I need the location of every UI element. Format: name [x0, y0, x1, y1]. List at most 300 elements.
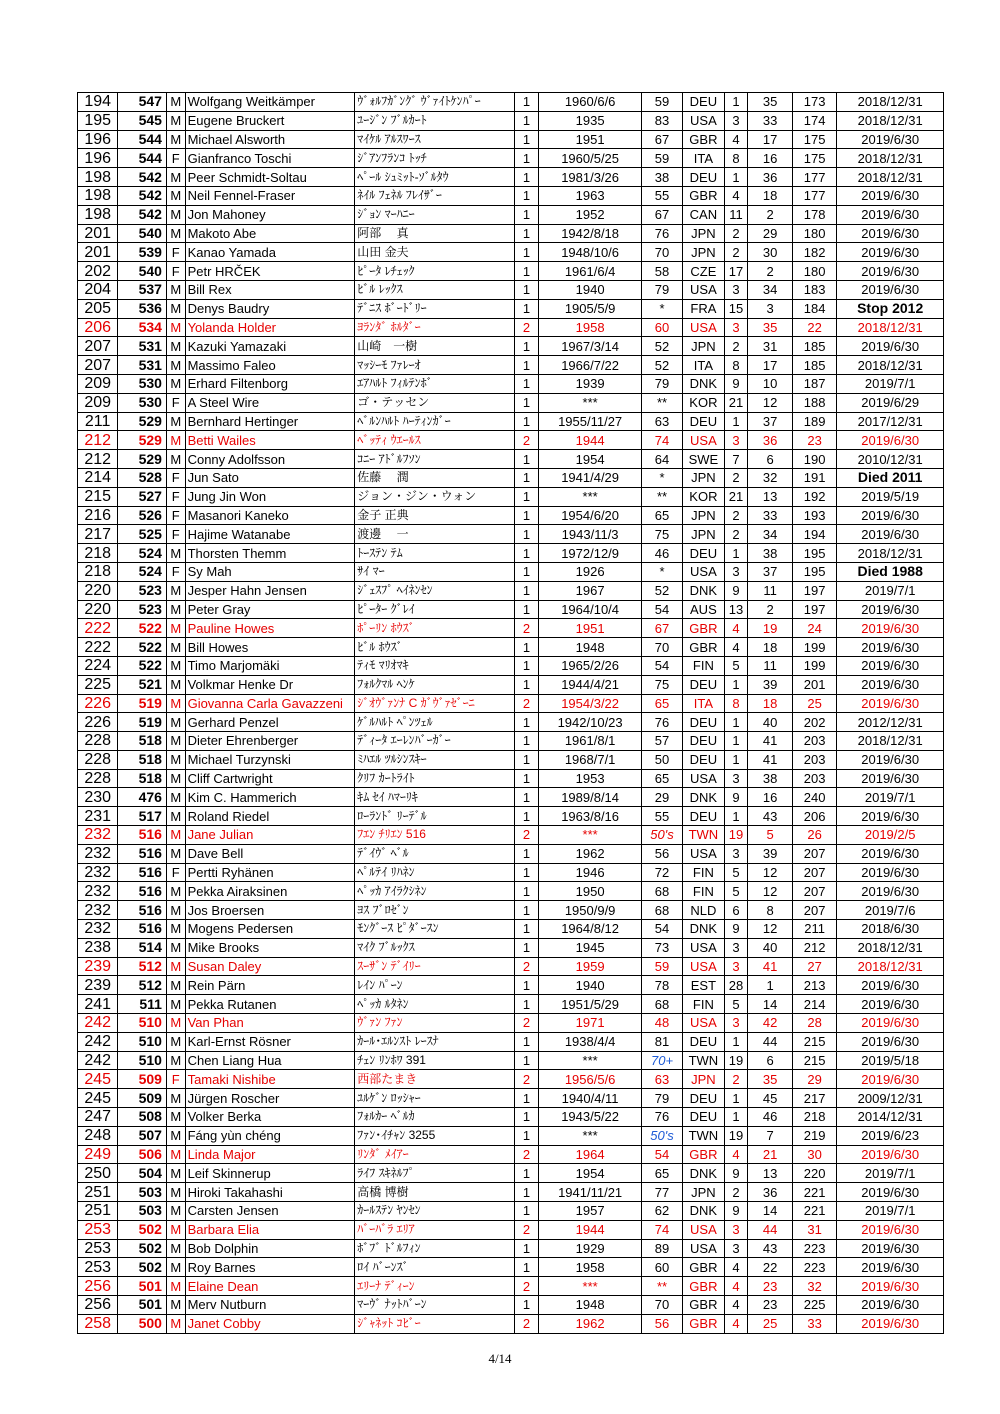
number-cell: 518 [118, 732, 167, 751]
category-rank-cell: 188 [792, 393, 836, 412]
page-number: 4/14 [488, 1351, 512, 1366]
country-position-cell: 44 [748, 1032, 792, 1051]
age-cell: 67 [641, 205, 682, 224]
kana-name-cell: ﾍﾞﾙﾝﾊﾙﾄ ﾊｰﾃｨﾝｶﾞｰ [355, 412, 514, 431]
age-cell: 70 [641, 243, 682, 262]
table-row [78, 1277, 944, 1296]
country-cell: DEU [683, 544, 724, 563]
table-row [78, 93, 944, 112]
sex-cell: M [166, 337, 185, 356]
birthdate-cell: 1953 [539, 769, 641, 788]
updated-cell: 2018/12/31 [837, 168, 944, 187]
kana-name-cell: ジョン・ジン・ウォン [355, 487, 514, 506]
country-cell: JPN [683, 337, 724, 356]
country-cell: USA [683, 1239, 724, 1258]
number-cell: 544 [118, 130, 167, 149]
country-position-cell: 38 [748, 544, 792, 563]
sex-cell: M [166, 976, 185, 995]
table-row [78, 1239, 944, 1258]
count-cell: 1 [514, 299, 539, 318]
table-row [78, 769, 944, 788]
kana-name-cell: ﾈｲﾙ ﾌｪﾈﾙ ﾌﾚｲｻﾞｰ [355, 186, 514, 205]
country-rank-cell: 3 [724, 318, 748, 337]
updated-cell: 2019/6/30 [837, 1314, 944, 1333]
updated-cell: 2019/6/30 [837, 224, 944, 243]
table-row [78, 337, 944, 356]
country-rank-cell: 4 [724, 1258, 748, 1277]
category-rank-cell: 206 [792, 807, 836, 826]
country-position-cell: 14 [748, 995, 792, 1014]
country-cell: TWN [683, 1126, 724, 1145]
country-position-cell: 8 [748, 901, 792, 920]
birthdate-cell: 1961/6/4 [539, 262, 641, 281]
country-cell: USA [683, 844, 724, 863]
country-rank-cell: 4 [724, 638, 748, 657]
kana-name-cell: ｹﾞﾙﾊﾙﾄ ﾍﾟﾝﾂｪﾙ [355, 713, 514, 732]
kana-name-cell: ﾍﾟｰﾙ ｼｭﾐｯﾄ-ｿﾞﾙﾀｳ [355, 168, 514, 187]
updated-cell: 2019/6/30 [837, 807, 944, 826]
sex-cell: M [166, 1314, 185, 1333]
birthdate-cell: 1942/8/18 [539, 224, 641, 243]
table-row [78, 826, 944, 845]
country-rank-cell: 1 [724, 1032, 748, 1051]
birthdate-cell: 1940 [539, 280, 641, 299]
category-rank-cell: 187 [792, 374, 836, 393]
age-cell: 59 [641, 149, 682, 168]
birthdate-cell: 1948 [539, 1296, 641, 1315]
name-cell: Jun Sato [185, 468, 355, 487]
kana-name-cell: ゴ・テッセン [355, 393, 514, 412]
category-rank-cell: 183 [792, 280, 836, 299]
age-cell: 70 [641, 638, 682, 657]
name-cell: Jesper Hahn Jensen [185, 581, 355, 600]
category-rank-cell: 30 [792, 1145, 836, 1164]
category-rank-cell: 221 [792, 1202, 836, 1221]
sex-cell: M [166, 224, 185, 243]
number-cell: 502 [118, 1258, 167, 1277]
category-rank-cell: 195 [792, 544, 836, 563]
rank-cell: 242 [78, 1032, 118, 1051]
age-cell: * [641, 468, 682, 487]
age-cell: 76 [641, 713, 682, 732]
country-cell: USA [683, 318, 724, 337]
category-rank-cell: 23 [792, 431, 836, 450]
age-cell: 65 [641, 1164, 682, 1183]
updated-cell: 2018/12/31 [837, 318, 944, 337]
count-cell: 1 [514, 732, 539, 751]
updated-cell: 2019/7/1 [837, 788, 944, 807]
count-cell: 1 [514, 750, 539, 769]
number-cell: 537 [118, 280, 167, 299]
name-cell: Leif Skinnerup [185, 1164, 355, 1183]
name-cell: Michael Alsworth [185, 130, 355, 149]
table-row [78, 656, 944, 675]
country-cell: EST [683, 976, 724, 995]
rank-cell: 242 [78, 1051, 118, 1070]
birthdate-cell: 1964 [539, 1145, 641, 1164]
updated-cell: 2019/6/30 [837, 1296, 944, 1315]
country-rank-cell: 3 [724, 769, 748, 788]
birthdate-cell: 1952 [539, 205, 641, 224]
number-cell: 516 [118, 882, 167, 901]
category-rank-cell: 175 [792, 130, 836, 149]
country-position-cell: 16 [748, 788, 792, 807]
count-cell: 1 [514, 280, 539, 299]
count-cell: 1 [514, 562, 539, 581]
country-position-cell: 10 [748, 374, 792, 393]
number-cell: 510 [118, 1014, 167, 1033]
updated-cell: 2019/6/30 [837, 976, 944, 995]
updated-cell: 2019/6/30 [837, 1032, 944, 1051]
country-position-cell: 18 [748, 186, 792, 205]
country-rank-cell: 4 [724, 186, 748, 205]
category-rank-cell: 192 [792, 487, 836, 506]
kana-name-cell: ﾍﾟｯｶ ｱｲﾗｸｼﾈﾝ [355, 882, 514, 901]
age-cell: 65 [641, 506, 682, 525]
count-cell: 2 [514, 694, 539, 713]
birthdate-cell: 1951 [539, 130, 641, 149]
country-cell: DEU [683, 1108, 724, 1127]
rank-cell: 249 [78, 1145, 118, 1164]
number-cell: 540 [118, 224, 167, 243]
name-cell: Wolfgang Weitkämper [185, 93, 355, 112]
sex-cell: M [166, 826, 185, 845]
number-cell: 518 [118, 750, 167, 769]
kana-name-cell: ｶｰﾙｽﾃﾝ ﾔﾝｾﾝ [355, 1202, 514, 1221]
sex-cell: M [166, 1258, 185, 1277]
age-cell: * [641, 299, 682, 318]
name-cell: Susan Daley [185, 957, 355, 976]
number-cell: 512 [118, 957, 167, 976]
birthdate-cell: 1951/5/29 [539, 995, 641, 1014]
name-cell: Pertti Ryhänen [185, 863, 355, 882]
country-rank-cell: 21 [724, 487, 748, 506]
count-cell: 1 [514, 938, 539, 957]
number-cell: 524 [118, 562, 167, 581]
rank-cell: 258 [78, 1314, 118, 1333]
birthdate-cell: 1950 [539, 882, 641, 901]
country-rank-cell: 3 [724, 844, 748, 863]
country-position-cell: 13 [748, 487, 792, 506]
country-cell: GBR [683, 130, 724, 149]
country-cell: JPN [683, 506, 724, 525]
category-rank-cell: 177 [792, 168, 836, 187]
age-cell: 77 [641, 1183, 682, 1202]
updated-cell: 2014/12/31 [837, 1108, 944, 1127]
kana-name-cell: 高橋 博樹 [355, 1183, 514, 1202]
table-row [78, 450, 944, 469]
country-position-cell: 18 [748, 694, 792, 713]
rank-cell: 207 [78, 356, 118, 375]
country-rank-cell: 3 [724, 562, 748, 581]
number-cell: 542 [118, 186, 167, 205]
rank-cell: 232 [78, 844, 118, 863]
birthdate-cell: 1944 [539, 431, 641, 450]
birthdate-cell: 1948/10/6 [539, 243, 641, 262]
table-row [78, 863, 944, 882]
rank-cell: 238 [78, 938, 118, 957]
country-rank-cell: 19 [724, 826, 748, 845]
kana-name-cell: ﾄｰｽﾃﾝ ﾃﾑ [355, 544, 514, 563]
country-cell: DEU [683, 713, 724, 732]
sex-cell: M [166, 450, 185, 469]
number-cell: 545 [118, 111, 167, 130]
category-rank-cell: 223 [792, 1258, 836, 1277]
kana-name-cell: ﾋﾟｰﾀｰ ｸﾞﾚｲ [355, 600, 514, 619]
name-cell: Barbara Elia [185, 1220, 355, 1239]
count-cell: 1 [514, 468, 539, 487]
country-position-cell: 41 [748, 750, 792, 769]
birthdate-cell: 1960/5/25 [539, 149, 641, 168]
age-cell: 79 [641, 1089, 682, 1108]
country-position-cell: 39 [748, 844, 792, 863]
rank-cell: 196 [78, 130, 118, 149]
kana-name-cell: ﾘﾝﾀﾞ ﾒｲｱｰ [355, 1145, 514, 1164]
table-row [78, 243, 944, 262]
rank-cell: 212 [78, 450, 118, 469]
country-rank-cell: 4 [724, 1277, 748, 1296]
rank-cell: 202 [78, 262, 118, 281]
rank-cell: 228 [78, 769, 118, 788]
age-cell: 58 [641, 262, 682, 281]
rank-cell: 196 [78, 149, 118, 168]
birthdate-cell: 1971 [539, 1014, 641, 1033]
count-cell: 1 [514, 1202, 539, 1221]
table-row [78, 750, 944, 769]
birthdate-cell: 1944/4/21 [539, 675, 641, 694]
sex-cell: M [166, 205, 185, 224]
rank-cell: 226 [78, 713, 118, 732]
count-cell: 2 [514, 431, 539, 450]
age-cell: 52 [641, 356, 682, 375]
country-cell: ITA [683, 694, 724, 713]
sex-cell: M [166, 93, 185, 112]
updated-cell: 2019/7/1 [837, 1202, 944, 1221]
rank-cell: 218 [78, 544, 118, 563]
country-position-cell: 35 [748, 93, 792, 112]
name-cell: Sy Mah [185, 562, 355, 581]
count-cell: 1 [514, 920, 539, 939]
number-cell: 504 [118, 1164, 167, 1183]
updated-cell: 2019/6/30 [837, 694, 944, 713]
name-cell: Bill Howes [185, 638, 355, 657]
country-position-cell: 12 [748, 882, 792, 901]
table-row [78, 487, 944, 506]
number-cell: 544 [118, 149, 167, 168]
country-rank-cell: 1 [724, 544, 748, 563]
count-cell: 1 [514, 450, 539, 469]
sex-cell: M [166, 1202, 185, 1221]
country-position-cell: 2 [748, 205, 792, 224]
category-rank-cell: 211 [792, 920, 836, 939]
number-cell: 503 [118, 1183, 167, 1202]
age-cell: 50 [641, 750, 682, 769]
count-cell: 1 [514, 1032, 539, 1051]
updated-cell: 2019/6/30 [837, 750, 944, 769]
birthdate-cell: 1967/3/14 [539, 337, 641, 356]
number-cell: 531 [118, 356, 167, 375]
birthdate-cell: 1941/11/21 [539, 1183, 641, 1202]
country-position-cell: 11 [748, 581, 792, 600]
rank-cell: 256 [78, 1296, 118, 1315]
number-cell: 502 [118, 1239, 167, 1258]
country-rank-cell: 8 [724, 694, 748, 713]
country-cell: KOR [683, 487, 724, 506]
country-rank-cell: 5 [724, 656, 748, 675]
country-rank-cell: 3 [724, 1239, 748, 1258]
table-row [78, 1108, 944, 1127]
birthdate-cell: 1954/6/20 [539, 506, 641, 525]
birthdate-cell: 1967 [539, 581, 641, 600]
kana-name-cell: ｺﾆｰ ｱﾄﾞﾙﾌｿﾝ [355, 450, 514, 469]
country-cell: JPN [683, 1070, 724, 1089]
kana-name-cell: ｶｰﾙ･ｴﾙﾝｽﾄ ﾚｰｽﾅ [355, 1032, 514, 1051]
name-cell: Van Phan [185, 1014, 355, 1033]
age-cell: 70+ [641, 1051, 682, 1070]
count-cell: 1 [514, 393, 539, 412]
country-cell: DEU [683, 750, 724, 769]
number-cell: 502 [118, 1220, 167, 1239]
age-cell: 55 [641, 807, 682, 826]
age-cell: 50's [641, 826, 682, 845]
count-cell: 1 [514, 149, 539, 168]
country-position-cell: 37 [748, 412, 792, 431]
count-cell: 2 [514, 1220, 539, 1239]
sex-cell: M [166, 581, 185, 600]
rank-cell: 231 [78, 807, 118, 826]
country-position-cell: 19 [748, 619, 792, 638]
country-rank-cell: 21 [724, 393, 748, 412]
category-rank-cell: 197 [792, 600, 836, 619]
rank-cell: 241 [78, 995, 118, 1014]
rank-cell: 198 [78, 186, 118, 205]
sex-cell: M [166, 920, 185, 939]
sex-cell: F [166, 468, 185, 487]
age-cell: 60 [641, 318, 682, 337]
table-row [78, 844, 944, 863]
updated-cell: 2019/7/1 [837, 1164, 944, 1183]
kana-name-cell: ﾏｯｼｰﾓ ﾌｧﾚｰｵ [355, 356, 514, 375]
table-row [78, 318, 944, 337]
name-cell: Volkmar Henke Dr [185, 675, 355, 694]
country-position-cell: 3 [748, 299, 792, 318]
age-cell: 63 [641, 1070, 682, 1089]
birthdate-cell: 1965/2/26 [539, 656, 641, 675]
rank-cell: 201 [78, 224, 118, 243]
number-cell: 518 [118, 769, 167, 788]
updated-cell: 2019/6/30 [837, 431, 944, 450]
country-rank-cell: 2 [724, 243, 748, 262]
category-rank-cell: 195 [792, 562, 836, 581]
name-cell: Mogens Pedersen [185, 920, 355, 939]
country-cell: GBR [683, 1258, 724, 1277]
category-rank-cell: 26 [792, 826, 836, 845]
table-row [78, 468, 944, 487]
category-rank-cell: 184 [792, 299, 836, 318]
rank-cell: 250 [78, 1164, 118, 1183]
count-cell: 1 [514, 93, 539, 112]
age-cell: * [641, 562, 682, 581]
updated-cell: Died 1988 [837, 562, 944, 581]
sex-cell: M [166, 280, 185, 299]
updated-cell: 2019/6/30 [837, 769, 944, 788]
country-cell: GBR [683, 1145, 724, 1164]
sex-cell: M [166, 844, 185, 863]
category-rank-cell: 201 [792, 675, 836, 694]
sex-cell: M [166, 1183, 185, 1202]
age-cell: ** [641, 487, 682, 506]
kana-name-cell: ﾋﾞﾙ ﾚｯｸｽ [355, 280, 514, 299]
count-cell: 1 [514, 525, 539, 544]
number-cell: 525 [118, 525, 167, 544]
country-cell: USA [683, 111, 724, 130]
updated-cell: 2019/6/30 [837, 525, 944, 544]
count-cell: 1 [514, 111, 539, 130]
name-cell: Jürgen Roscher [185, 1089, 355, 1108]
table-row [78, 1014, 944, 1033]
updated-cell: 2019/6/30 [837, 995, 944, 1014]
updated-cell: 2019/6/30 [837, 1070, 944, 1089]
updated-cell: 2019/6/30 [837, 506, 944, 525]
birthdate-cell: *** [539, 393, 641, 412]
table-row [78, 732, 944, 751]
kana-name-cell: ﾎﾟｰﾘﾝ ﾎｳｽﾞ [355, 619, 514, 638]
name-cell: Cliff Cartwright [185, 769, 355, 788]
table-row [78, 1126, 944, 1145]
category-rank-cell: 217 [792, 1089, 836, 1108]
country-rank-cell: 8 [724, 356, 748, 375]
number-cell: 506 [118, 1145, 167, 1164]
updated-cell: 2019/7/6 [837, 901, 944, 920]
name-cell: Karl-Ernst Rösner [185, 1032, 355, 1051]
sex-cell: M [166, 168, 185, 187]
age-cell: 65 [641, 769, 682, 788]
sex-cell: M [166, 901, 185, 920]
updated-cell: 2019/5/18 [837, 1051, 944, 1070]
updated-cell: 2019/6/30 [837, 243, 944, 262]
count-cell: 1 [514, 487, 539, 506]
category-rank-cell: 215 [792, 1032, 836, 1051]
kana-name-cell: ﾎﾞﾌﾞ ﾄﾞﾙﾌｨﾝ [355, 1239, 514, 1258]
rank-cell: 226 [78, 694, 118, 713]
birthdate-cell: 1905/5/9 [539, 299, 641, 318]
sex-cell: M [166, 1108, 185, 1127]
country-position-cell: 36 [748, 1183, 792, 1202]
table-row [78, 393, 944, 412]
count-cell: 2 [514, 1014, 539, 1033]
rank-cell: 248 [78, 1126, 118, 1145]
count-cell: 1 [514, 901, 539, 920]
country-position-cell: 40 [748, 938, 792, 957]
number-cell: 529 [118, 450, 167, 469]
category-rank-cell: 180 [792, 224, 836, 243]
birthdate-cell: 1929 [539, 1239, 641, 1258]
kana-name-cell: ﾊﾞｰﾊﾞﾗ ｴﾘｱ [355, 1220, 514, 1239]
country-cell: USA [683, 769, 724, 788]
kana-name-cell: ｸﾘﾌ ｶｰﾄﾗｲﾄ [355, 769, 514, 788]
country-position-cell: 25 [748, 1314, 792, 1333]
member-table [77, 92, 944, 1334]
country-cell: FIN [683, 863, 724, 882]
number-cell: 523 [118, 600, 167, 619]
name-cell: Yolanda Holder [185, 318, 355, 337]
sex-cell: M [166, 1220, 185, 1239]
name-cell: Fáng yùn chéng [185, 1126, 355, 1145]
category-rank-cell: 220 [792, 1164, 836, 1183]
country-position-cell: 37 [748, 562, 792, 581]
country-rank-cell: 4 [724, 1145, 748, 1164]
category-rank-cell: 28 [792, 1014, 836, 1033]
